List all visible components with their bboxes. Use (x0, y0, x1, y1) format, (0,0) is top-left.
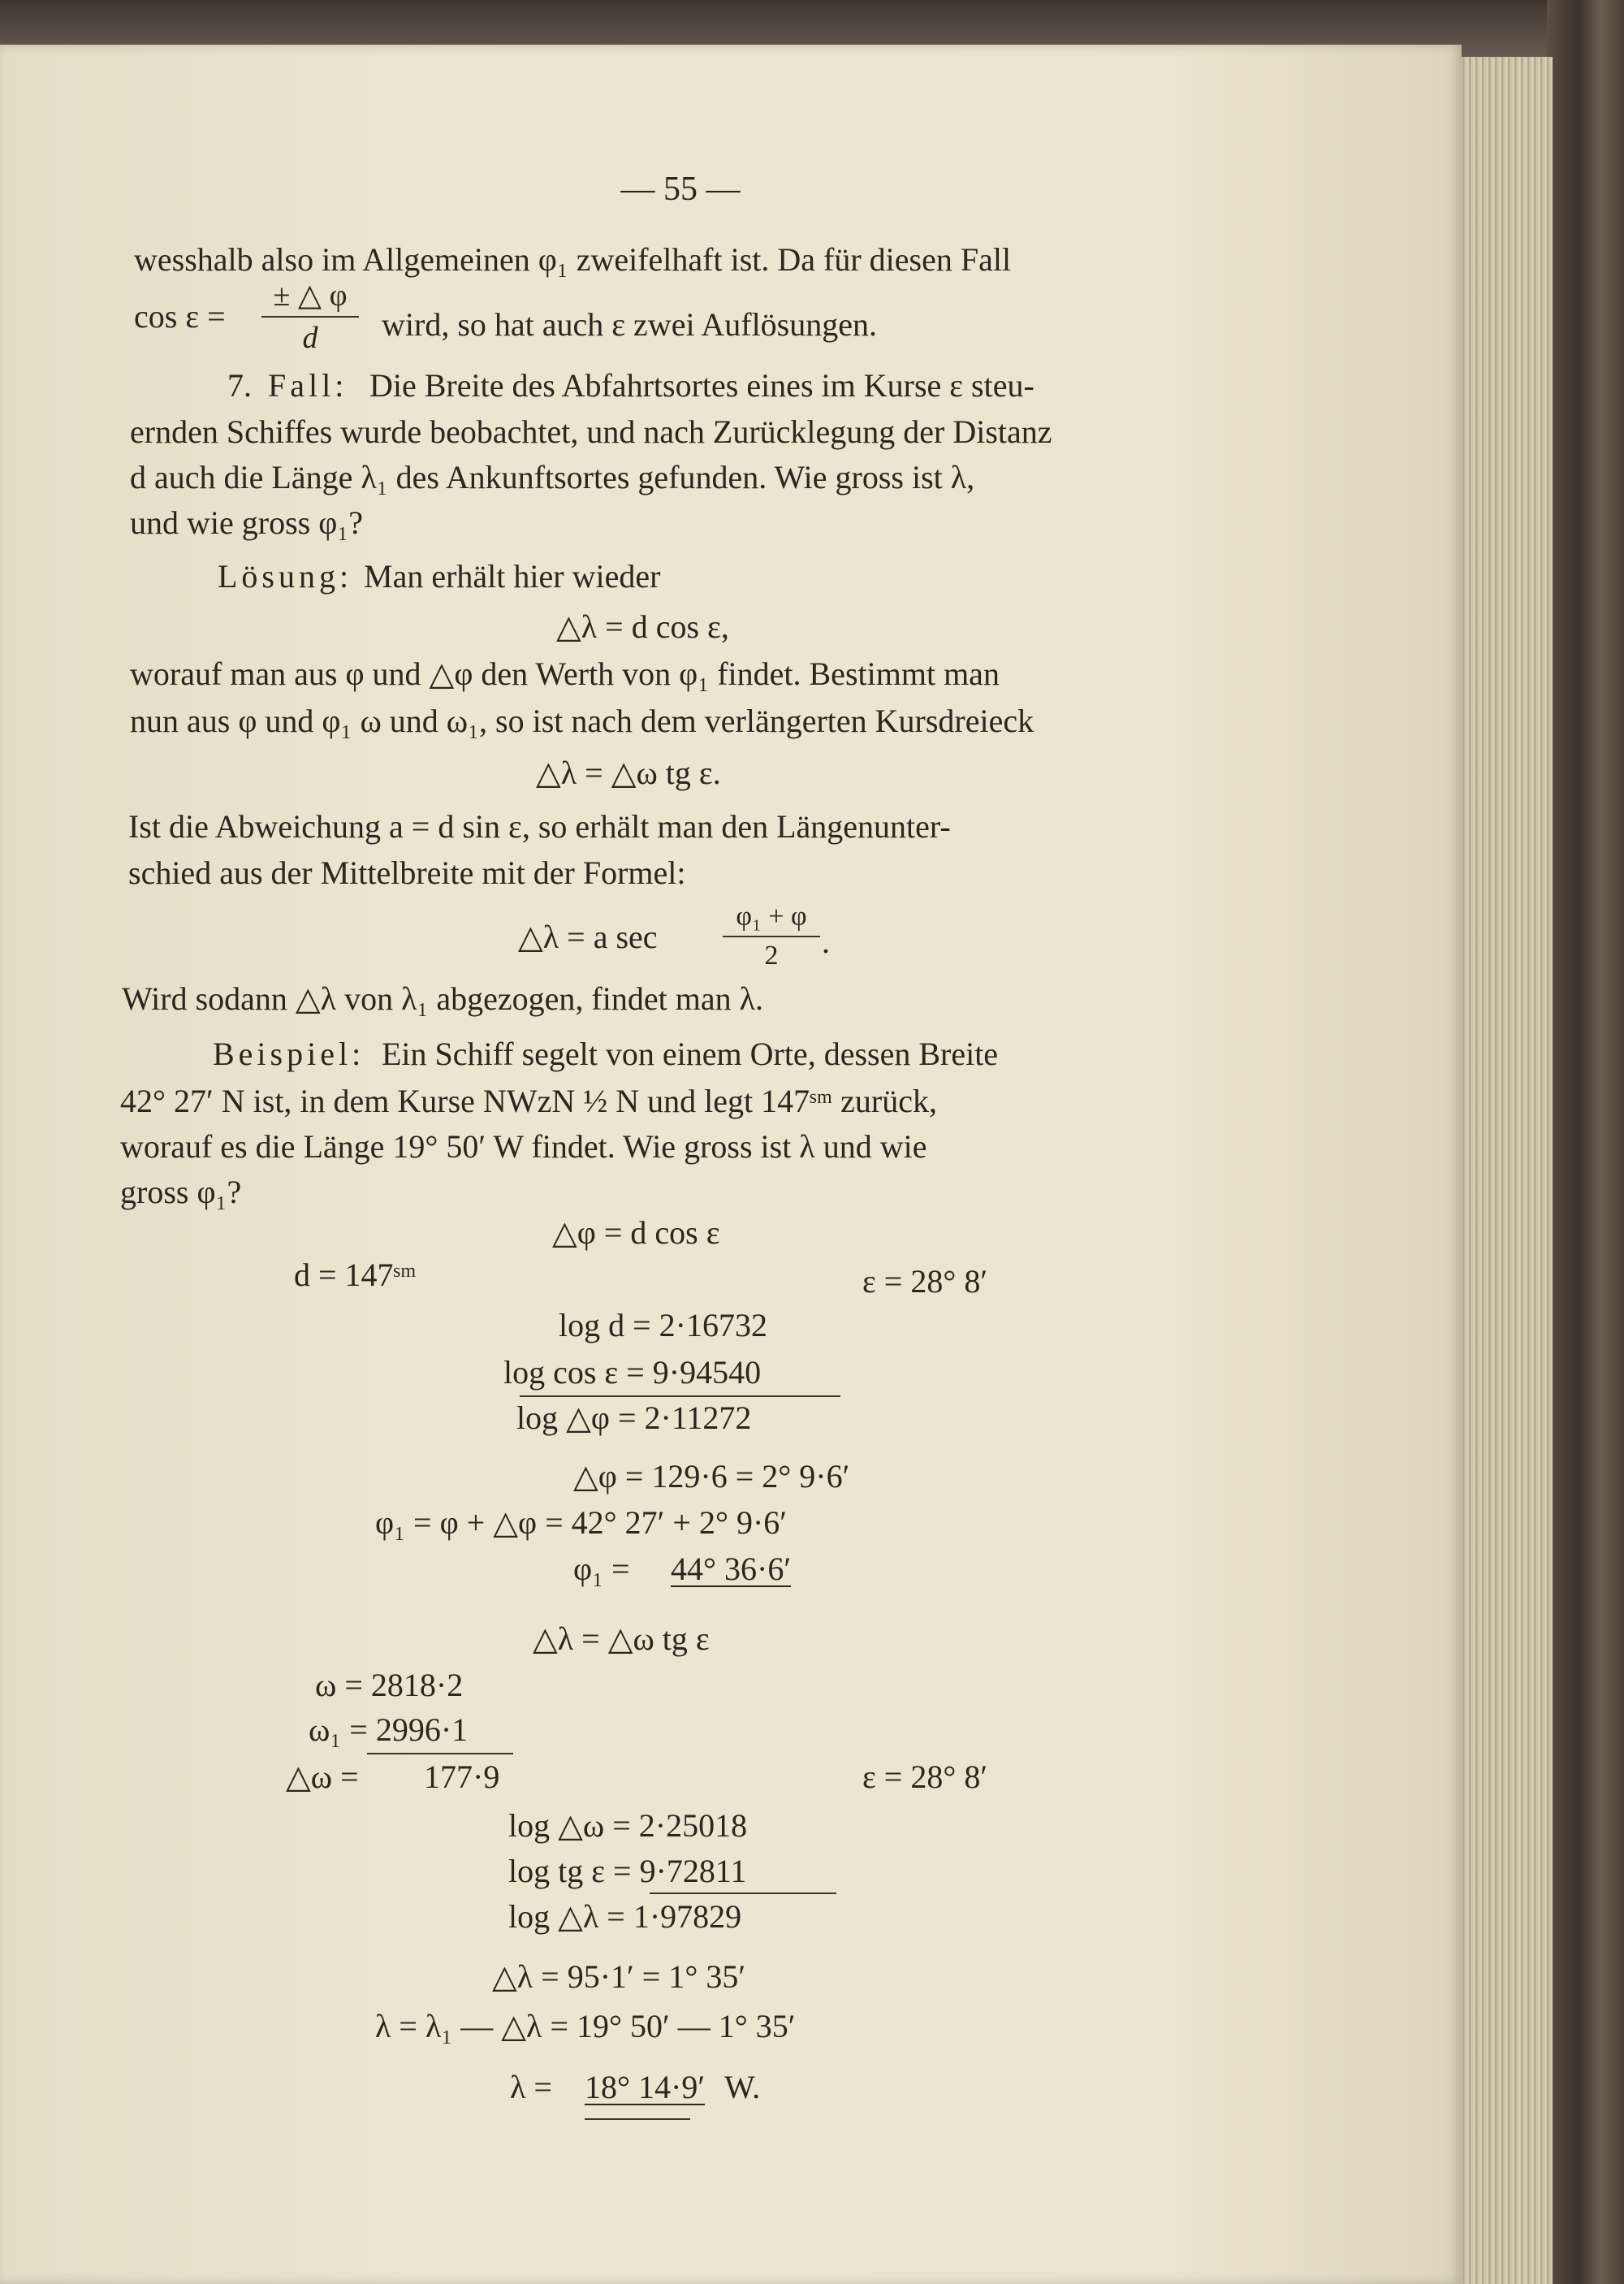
calc-omega1: ω₁ = 2996·1 (309, 1711, 469, 1748)
calc-log-d: log d = 2·16732 (559, 1307, 767, 1343)
calc-log-cos: log cos ε = 9·94540 (503, 1354, 762, 1391)
calc-phi1-label: φ₁ = (573, 1551, 630, 1587)
formula-3-left: △λ = a sec (518, 919, 658, 955)
text-line-15: worauf es die Länge 19° 50′ W findet. Wie gross ist λ und wie (120, 1128, 927, 1165)
calc-log-delta-omega: log △ω = 2·25018 (508, 1807, 748, 1844)
calc-lambda-difference: λ = λ₁ — △λ = 19° 50′ — 1° 35′ (375, 2008, 796, 2044)
fraction-numerator: φ₁ + φ (723, 903, 820, 937)
calc-lambda-label: λ = (510, 2069, 552, 2105)
text-line-9: nun aus φ und φ₁ ω und ω₁, so ist nach dem verlängerten Kursdreieck (130, 703, 1034, 739)
calc-lambda-direction: W. (724, 2069, 761, 2105)
calc-delta-phi-formula: △φ = d cos ε (552, 1214, 720, 1251)
final-double-rule (585, 2118, 690, 2120)
text-line-12: Wird sodann △λ von λ₁ abgezogen, findet man λ. (122, 980, 763, 1017)
page-edges (1458, 57, 1553, 2284)
text-line-2-suffix: wird, so hat auch ε zwei Auflösungen. (382, 306, 877, 343)
calc-log-tg: log tg ε = 9·72811 (508, 1853, 747, 1889)
case-number: 7. (227, 367, 252, 404)
text-line-7: Man erhält hier wieder (364, 558, 661, 595)
text-line-11: schied aus der Mittelbreite mit der Formel: (128, 854, 686, 891)
formula-3-period: . (822, 924, 830, 960)
sum-rule (520, 1395, 840, 1397)
text-line-14: 42° 27′ N ist, in dem Kurse NWzN ½ N und legt 147ˢᵐ zurück, (120, 1083, 937, 1119)
formula-2: △λ = △ω tg ε. (536, 755, 721, 791)
calc-delta-lambda-value: △λ = 95·1′ = 1° 35′ (492, 1958, 746, 1995)
calc-delta-lambda-formula: △λ = △ω tg ε (533, 1620, 710, 1657)
fraction-denominator: 2 (764, 941, 779, 971)
calc-omega: ω = 2818·2 (315, 1667, 464, 1703)
calc-delta-omega-value: 177·9 (424, 1758, 500, 1795)
calc-distance: d = 147ˢᵐ (294, 1257, 417, 1293)
calc-phi1-result: 44° 36·6′ (671, 1551, 792, 1587)
calc-log-delta-lambda: log △λ = 1·97829 (508, 1898, 742, 1935)
difference-rule (367, 1753, 513, 1754)
fraction-delta-phi-over-d (261, 280, 359, 353)
text-line-4: ernden Schiffes wurde beobachtet, und nach Zurücklegung der Distanz (130, 413, 1052, 450)
text-line-6: und wie gross φ₁? (130, 504, 363, 541)
calc-log-delta-phi: log △φ = 2·11272 (516, 1399, 752, 1436)
calc-delta-omega-label: △ω = (286, 1758, 359, 1795)
calc-lambda-result: 18° 14·9′ (585, 2069, 706, 2105)
case-heading: Fall: (268, 367, 348, 404)
text-line-8: worauf man aus φ und △φ den Werth von φ₁ findet. Bestimmt man (130, 655, 1000, 692)
text-line-16: gross φ₁? (120, 1174, 242, 1210)
calc-phi1-sum: φ₁ = φ + △φ = 42° 27′ + 2° 9·6′ (375, 1504, 788, 1541)
solution-heading: Lösung: (218, 558, 353, 595)
sum-rule-2 (650, 1893, 836, 1894)
page-number: — 55 — (620, 171, 741, 208)
text-line-1: wesshalb also im Allgemeinen φ₁ zweifelhaft ist. Da für diesen Fall (134, 241, 1012, 278)
text-line-3: Die Breite des Abfahrtsortes eines im Kurse ε steu- (369, 367, 1034, 404)
book-spine (1547, 0, 1624, 2284)
text-line-13: Ein Schiff segelt von einem Orte, dessen Breite (382, 1036, 999, 1072)
text-line-5: d auch die Länge λ₁ des Ankunftsortes gefunden. Wie gross ist λ, (130, 459, 975, 495)
fraction-denominator: d (302, 321, 318, 355)
calc-course-angle-2: ε = 28° 8′ (862, 1758, 988, 1795)
fraction-numerator: ± △ φ (261, 280, 359, 318)
calc-delta-phi-value: △φ = 129·6 = 2° 9·6′ (573, 1458, 850, 1495)
example-heading: Beispiel: (213, 1036, 365, 1072)
fraction-mean-latitude (723, 903, 820, 970)
text-line-2-prefix: cos ε = (134, 298, 226, 335)
formula-1: △λ = d cos ε, (556, 608, 729, 645)
text-line-10: Ist die Abweichung a = d sin ε, so erhält man den Längenunter- (128, 808, 951, 845)
calc-course-angle: ε = 28° 8′ (862, 1263, 988, 1300)
